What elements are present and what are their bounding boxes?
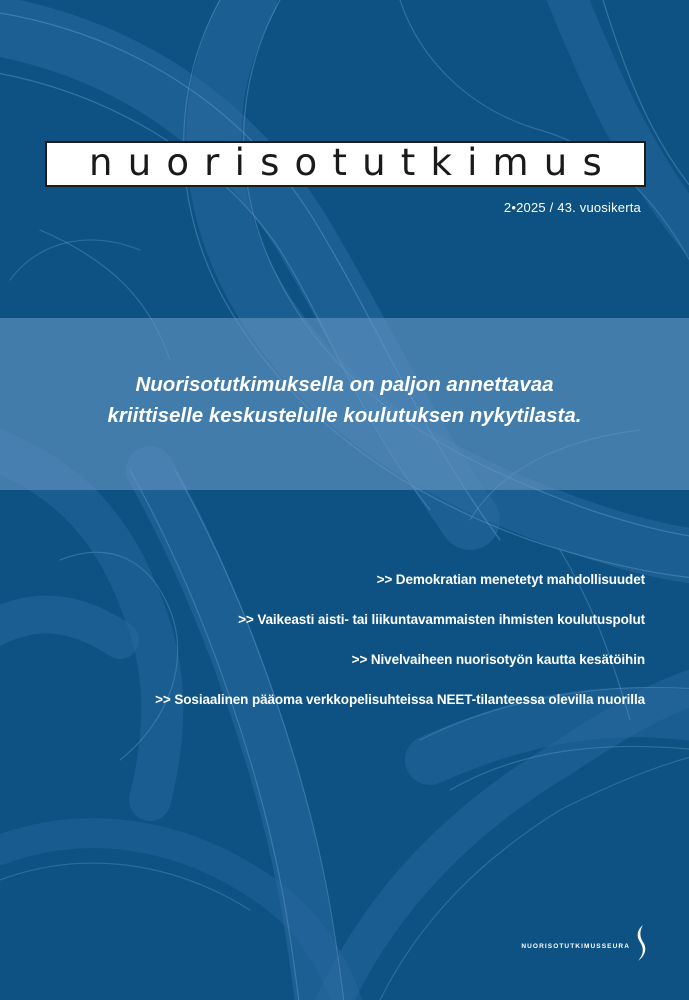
article-item: >> Vaikeasti aisti- tai liikuntavammaisten ihmisten koulutuspolut <box>238 612 645 627</box>
journal-title: nuorisotutkimus <box>89 140 617 184</box>
publisher-name: NUORISOTUTKIMUSSEURA <box>521 942 630 950</box>
headline-line-1: Nuorisotutkimuksella on paljon annettavaa <box>135 373 554 396</box>
s-swirl-logo-icon <box>632 924 648 962</box>
publisher-logo <box>521 924 648 962</box>
article-item: >> Nivelvaiheen nuorisotyön kautta kesätöihin <box>351 652 645 667</box>
article-item: >> Demokratian menetetyt mahdollisuudet <box>376 572 645 587</box>
issue-info: 2•2025 / 43. vuosikerta <box>503 200 641 215</box>
headline <box>0 369 689 431</box>
headline-line-2: kriittiselle keskustelulle koulutuksen nykytilasta. <box>107 404 582 427</box>
journal-title-box <box>45 141 646 187</box>
article-item: >> Sosiaalinen pääoma verkkopelisuhteissa NEET-tilanteessa olevilla nuorilla <box>155 692 645 707</box>
article-list <box>155 570 645 730</box>
